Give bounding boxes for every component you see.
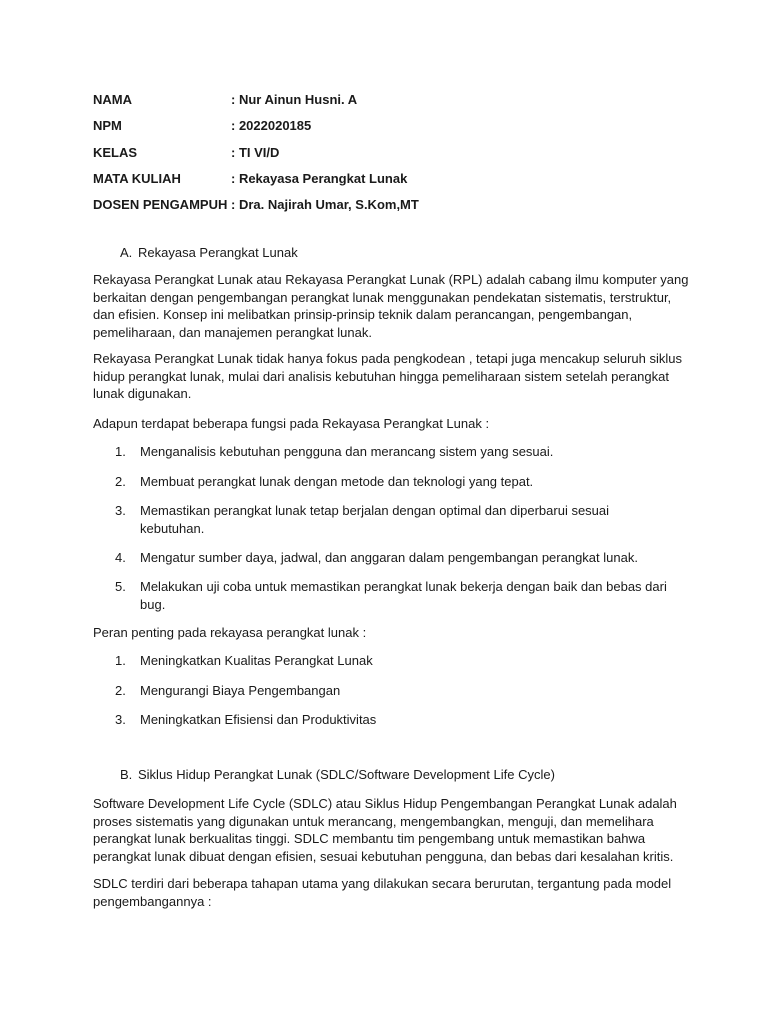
paragraph-line: Software Development Life Cycle (SDLC) atau Siklus Hidup Pengembangan Perangkat Lunak adalah — [93, 796, 677, 811]
npm-label: NPM — [93, 118, 122, 133]
list-text: Meningkatkan Kualitas Perangkat Lunak — [140, 653, 373, 668]
paragraph-fungsi-intro — [93, 415, 683, 433]
mata-kuliah-label: MATA KULIAH — [93, 171, 181, 186]
kelas-value: : TI VI/D — [231, 145, 280, 160]
list-text: Memastikan perangkat lunak tetap berjalan dengan optimal dan diperbarui sesuai — [140, 503, 610, 518]
list-text: Melakukan uji coba untuk memastikan perangkat lunak bekerja dengan baik dan bebas dari — [140, 579, 667, 594]
paragraph-line: berkaitan dengan pengembangan perangkat lunak menggunakan pendekatan sistematis, terstruktur, — [93, 289, 672, 305]
paragraph-line: dan efisien. Konsep ini melibatkan prinsip-prinsip teknik dalam perancangan, pengembangan, — [93, 307, 633, 322]
dosen-value: : Dra. Najirah Umar, S.Kom,MT — [231, 197, 419, 212]
section-b-marker: B. — [120, 767, 133, 782]
list-number: 4. — [115, 550, 126, 565]
paragraph-line: Rekayasa Perangkat Lunak tidak hanya fokus pada pengkodean , tetapi juga mencakup seluruh siklus — [93, 351, 682, 366]
section-b-heading — [120, 767, 555, 783]
paragraph-line: SDLC terdiri dari beberapa tahapan utama yang dilakukan secara berurutan, tergantung pada model — [93, 876, 672, 891]
paragraph-line: perangkat lunak dibuat dengan efisien, sesuai kebutuhan pengguna, dan bebas dari kesalahan kritis. — [93, 848, 674, 864]
list-number: 3. — [115, 712, 126, 727]
section-a-title: Rekayasa Perangkat Lunak — [138, 245, 298, 260]
paragraph-line: Rekayasa Perangkat Lunak atau Rekayasa Perangkat Lunak (RPL) adalah cabang ilmu komputer yang — [93, 272, 689, 287]
list-text: bug. — [140, 596, 166, 612]
paragraph-line: Adapun terdapat beberapa fungsi pada Rekayasa Perangkat Lunak : — [93, 416, 490, 431]
mata-kuliah-value: : Rekayasa Perangkat Lunak — [231, 171, 408, 186]
list-text: Mengurangi Biaya Pengembangan — [140, 683, 341, 698]
list-number: 5. — [115, 579, 126, 594]
list-number: 1. — [115, 444, 126, 459]
paragraph-rpl-scope — [93, 350, 683, 403]
list-text: Mengatur sumber daya, jadwal, dan anggaran dalam pengembangan perangkat lunak. — [140, 550, 638, 565]
list-text: Membuat perangkat lunak dengan metode dan teknologi yang tepat. — [140, 474, 534, 489]
paragraph-line: lunak digunakan. — [93, 386, 192, 401]
dosen-label: DOSEN PENGAMPUH — [93, 197, 228, 212]
list-number: 2. — [115, 474, 126, 489]
list-text: kebutuhan. — [140, 520, 205, 536]
paragraph-sdlc-definition — [93, 795, 683, 865]
paragraph-line: perangkat lunak berkualitas tinggi. SDLC membantu tim pengembang untuk memastikan bahwa — [93, 831, 646, 846]
paragraph-line: Peran penting pada rekayasa perangkat lunak : — [93, 625, 367, 640]
paragraph-sdlc-stages — [93, 875, 683, 910]
section-b-title: Siklus Hidup Perangkat Lunak (SDLC/Software Development Life Cycle) — [138, 767, 555, 782]
kelas-label: KELAS — [93, 145, 138, 160]
paragraph-rpl-definition — [93, 271, 689, 341]
list-number: 1. — [115, 653, 126, 668]
list-number: 3. — [115, 503, 126, 518]
list-text: Menganalisis kebutuhan pengguna dan merancang sistem yang sesuai. — [140, 444, 554, 459]
list-text: Meningkatkan Efisiensi dan Produktivitas — [140, 712, 377, 727]
paragraph-peran-intro — [93, 624, 683, 642]
section-a-marker: A. — [120, 245, 133, 260]
nama-value: : Nur Ainun Husni. A — [231, 92, 358, 107]
paragraph-line: pemeliharaan, dan manajemen perangkat lunak. — [93, 324, 372, 340]
paragraph-line: proses sistematis yang digunakan untuk merancang, mengembangkan, menguji, dan memelihara — [93, 813, 654, 829]
paragraph-line: hidup perangkat lunak, mulai dari analisis kebutuhan hingga pemeliharaan sistem setelah perangkat — [93, 368, 669, 384]
list-number: 2. — [115, 683, 126, 698]
npm-value: : 2022020185 — [231, 118, 312, 133]
paragraph-line: pengembangannya : — [93, 893, 212, 909]
nama-label: NAMA — [93, 92, 132, 107]
section-a-heading — [120, 245, 298, 261]
